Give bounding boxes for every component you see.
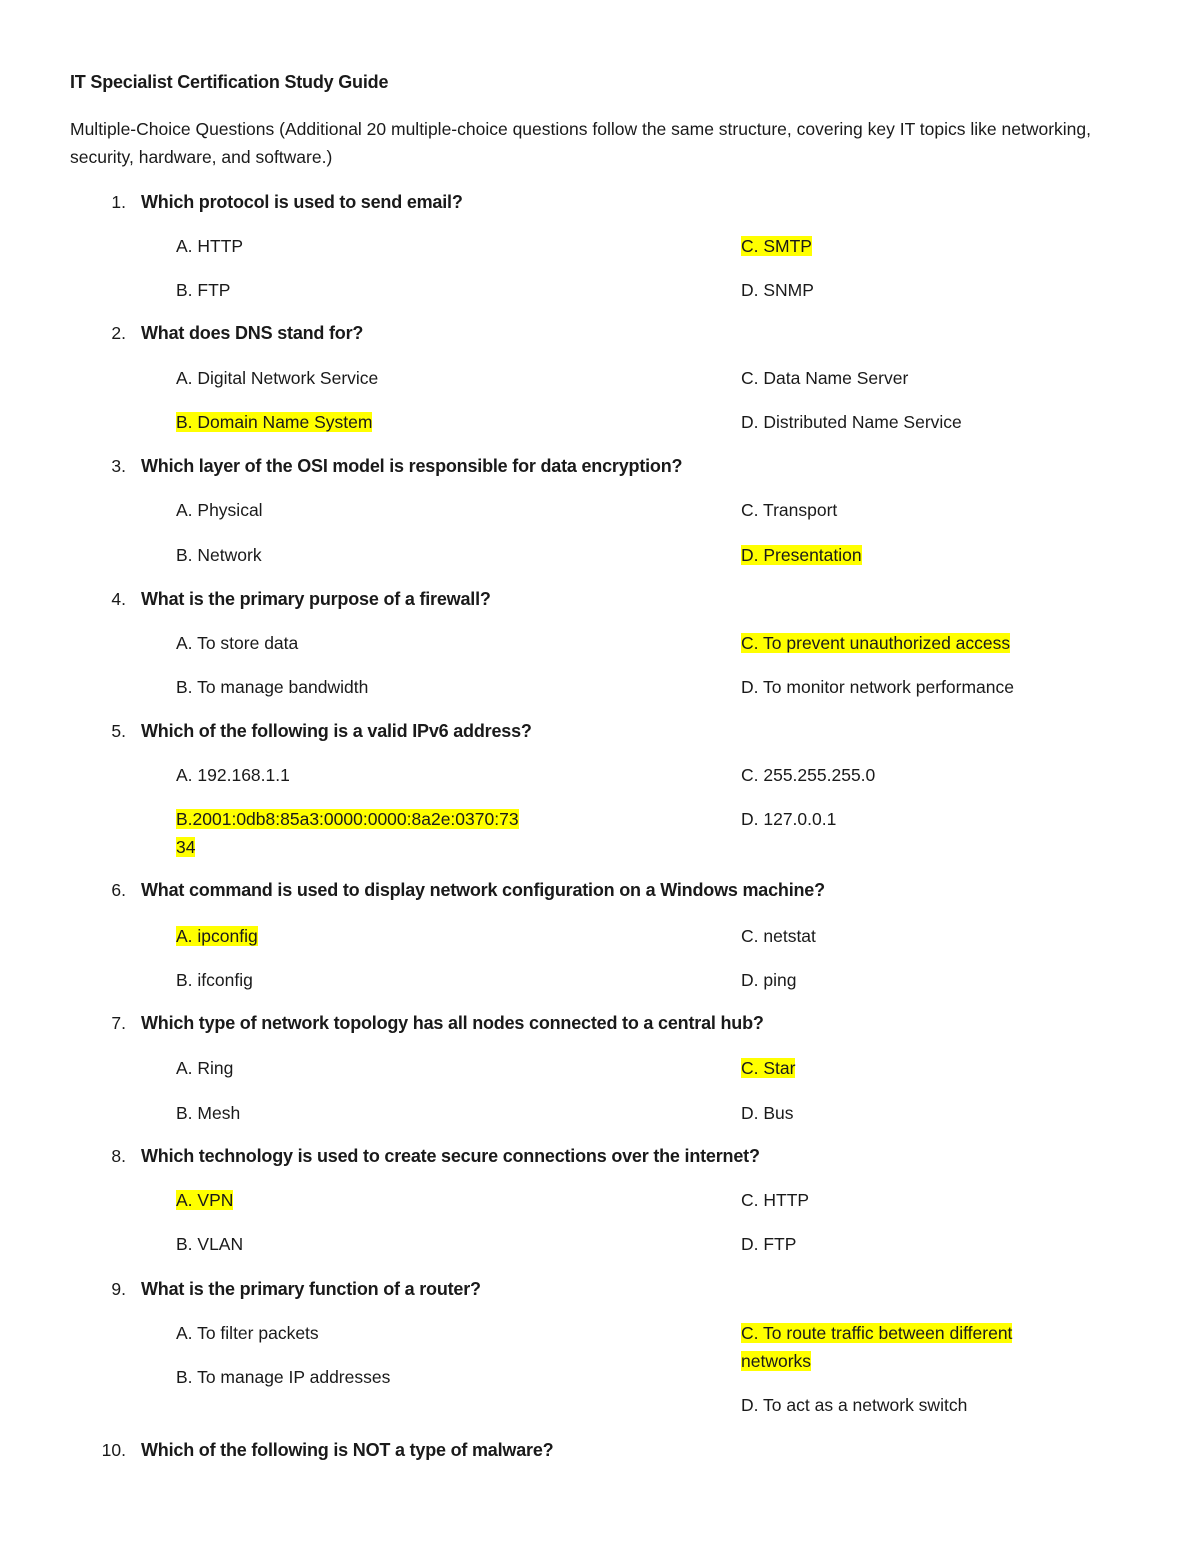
question-number: 1. bbox=[111, 192, 126, 212]
option-c-answer bbox=[741, 1054, 795, 1082]
question-number: 3. bbox=[111, 456, 126, 476]
question-text: Which type of network topology has all nodes connected to a central hub? bbox=[141, 1013, 764, 1033]
option-c-answer bbox=[741, 629, 1010, 657]
option-c: C. HTTP bbox=[741, 1190, 810, 1210]
option-d: D. FTP bbox=[741, 1234, 797, 1254]
answer-highlight: C. To route traffic between different bbox=[741, 1323, 1013, 1343]
option-d: D. ping bbox=[741, 970, 797, 990]
option-b: B. To manage bandwidth bbox=[176, 677, 369, 697]
option-d: D. Distributed Name Service bbox=[741, 412, 962, 432]
option-a: A. Digital Network Service bbox=[176, 368, 379, 388]
question-number: 9. bbox=[111, 1279, 126, 1299]
option-c: C. 255.255.255.0 bbox=[741, 765, 876, 785]
option-a: A. 192.168.1.1 bbox=[176, 765, 290, 785]
option-b: B. FTP bbox=[176, 280, 231, 300]
question-number: 6. bbox=[111, 880, 126, 900]
answer-highlight: B. Domain Name System bbox=[176, 412, 373, 432]
option-a-answer bbox=[176, 922, 258, 950]
option-a: A. Physical bbox=[176, 500, 263, 520]
option-a: A. To filter packets bbox=[176, 1323, 319, 1343]
option-d: D. 127.0.0.1 bbox=[741, 809, 837, 829]
answer-highlight: A. ipconfig bbox=[176, 926, 258, 946]
option-d: D. SNMP bbox=[741, 280, 814, 300]
question-number: 2. bbox=[111, 323, 126, 343]
option-d: D. Bus bbox=[741, 1103, 794, 1123]
answer-highlight: D. Presentation bbox=[741, 545, 862, 565]
document-intro: Multiple-Choice Questions (Additional 20 multiple-choice questions follow the same structure, covering key IT topics like networking, security, hardware, and software.) bbox=[70, 119, 1091, 167]
option-b-answer-continued bbox=[176, 833, 195, 861]
answer-highlight: 34 bbox=[176, 837, 196, 857]
option-b: B. ifconfig bbox=[176, 970, 253, 990]
answer-highlight: networks bbox=[741, 1351, 812, 1371]
question-number: 8. bbox=[111, 1146, 126, 1166]
question-text: Which technology is used to create secure connections over the internet? bbox=[141, 1146, 760, 1166]
answer-highlight: A. VPN bbox=[176, 1190, 234, 1210]
option-c: C. Data Name Server bbox=[741, 368, 909, 388]
answer-highlight: C. SMTP bbox=[741, 236, 812, 256]
option-b: B. Network bbox=[176, 545, 262, 565]
option-a-answer bbox=[176, 1186, 233, 1214]
option-c: C. netstat bbox=[741, 926, 816, 946]
option-a: A. Ring bbox=[176, 1058, 234, 1078]
answer-highlight: C. To prevent unauthorized access bbox=[741, 633, 1011, 653]
question-number: 5. bbox=[111, 721, 126, 741]
option-b-answer bbox=[176, 408, 372, 436]
question-text: What command is used to display network configuration on a Windows machine? bbox=[141, 880, 825, 900]
option-b: B. Mesh bbox=[176, 1103, 241, 1123]
question-number: 4. bbox=[111, 589, 126, 609]
option-a: A. To store data bbox=[176, 633, 299, 653]
option-c-answer bbox=[741, 232, 812, 260]
question-text: What is the primary purpose of a firewall? bbox=[141, 589, 491, 609]
option-c-answer-continued bbox=[741, 1347, 811, 1375]
answer-highlight: C. Star bbox=[741, 1058, 796, 1078]
question-text: Which layer of the OSI model is responsible for data encryption? bbox=[141, 456, 683, 476]
option-d: D. To act as a network switch bbox=[741, 1395, 968, 1415]
question-text: What does DNS stand for? bbox=[141, 323, 364, 343]
question-text: What is the primary function of a router? bbox=[141, 1279, 481, 1299]
option-c-answer bbox=[741, 1319, 1012, 1347]
question-number: 7. bbox=[111, 1013, 126, 1033]
option-d: D. To monitor network performance bbox=[741, 677, 1014, 697]
answer-highlight: B.2001:0db8:85a3:0000:0000:8a2e:0370:73 bbox=[176, 809, 519, 829]
option-b-answer bbox=[176, 805, 519, 833]
option-b: B. VLAN bbox=[176, 1234, 244, 1254]
question-number: 10. bbox=[101, 1440, 126, 1460]
option-d-answer bbox=[741, 541, 862, 569]
question-text: Which of the following is NOT a type of malware? bbox=[141, 1440, 554, 1460]
option-b: B. To manage IP addresses bbox=[176, 1367, 391, 1387]
option-c: C. Transport bbox=[741, 500, 838, 520]
document-title: IT Specialist Certification Study Guide bbox=[70, 72, 389, 92]
question-text: Which protocol is used to send email? bbox=[141, 192, 463, 212]
option-a: A. HTTP bbox=[176, 236, 244, 256]
question-text: Which of the following is a valid IPv6 address? bbox=[141, 721, 532, 741]
